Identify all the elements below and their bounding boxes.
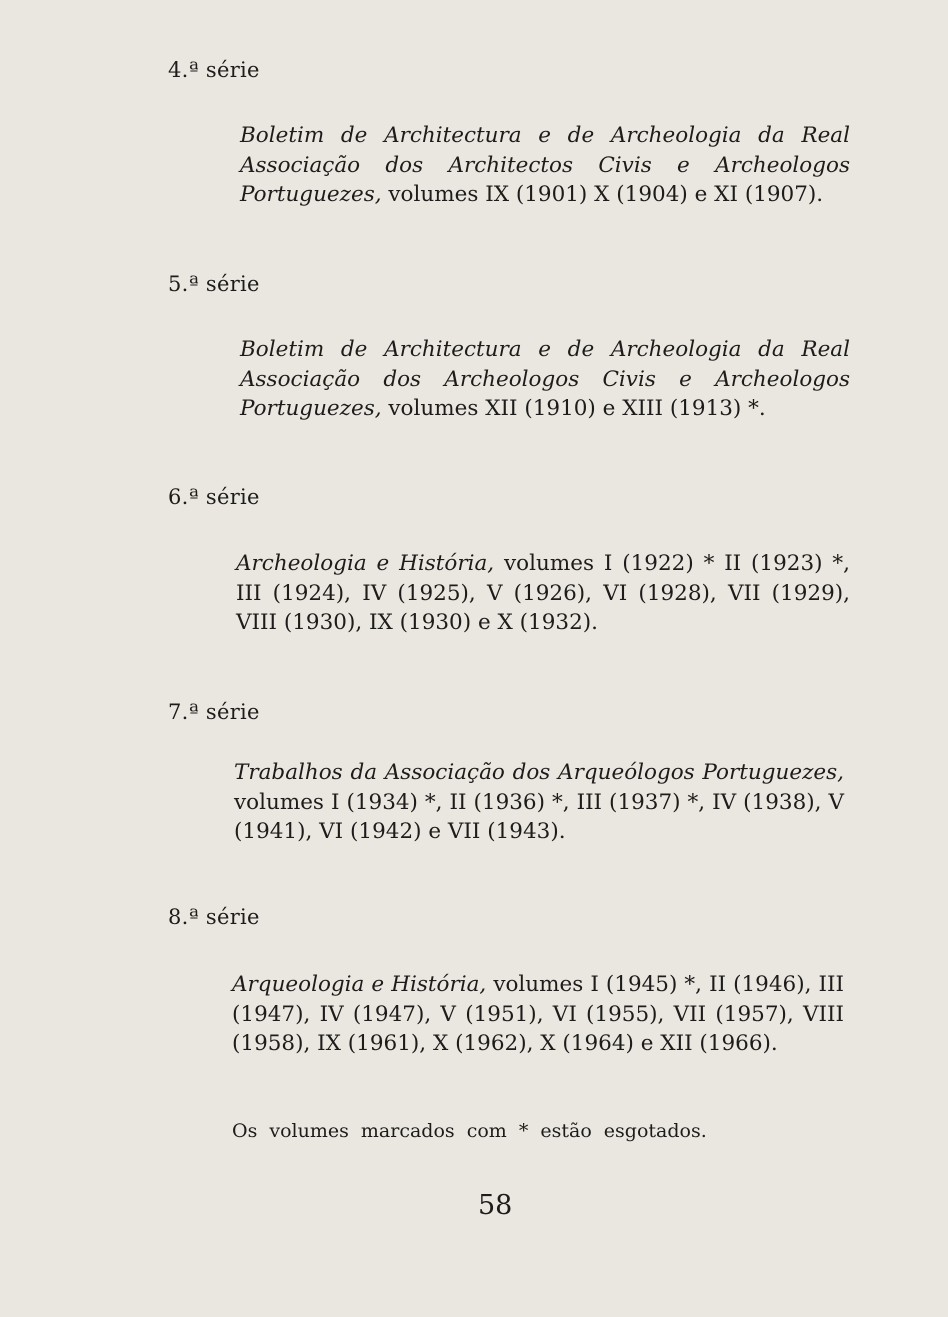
series-heading-5 [168, 272, 260, 296]
series-entry-7 [234, 758, 844, 847]
publication-volumes: volumes I (1922) * II (1923) *, III (1924), IV (1925), V (1926), VI (1928), VII (1929), VIII (1930), IX (1930) e X (1932). [236, 551, 850, 636]
series-heading-text: 5.ª série [168, 272, 260, 296]
publication-title: Archeologia e História, [236, 551, 495, 576]
series-heading-6 [168, 485, 260, 509]
series-heading-text: 7.ª série [168, 700, 260, 724]
series-heading-7 [168, 700, 260, 724]
series-entry-4 [240, 121, 850, 210]
series-heading-text: 4.ª série [168, 58, 260, 82]
publication-volumes: volumes I (1945) *, II (1946), III (1947), IV (1947), V (1951), VI (1955), VII (1957), VIII (1958), IX (1961), X (1962), X (1964) e XII (1966). [232, 972, 844, 1057]
series-entry-5 [240, 335, 850, 424]
publication-title: Trabalhos da Associação dos Arqueólogos Portuguezes, [234, 760, 844, 785]
publication-title: Arqueologia e História, [232, 972, 487, 997]
publication-volumes: volumes I (1934) *, II (1936) *, III (1937) *, IV (1938), V (1941), VI (1942) e VII (1943). [234, 789, 844, 845]
publication-volumes: volumes XII (1910) e XIII (1913) *. [388, 396, 766, 422]
series-entry-8 [232, 970, 844, 1059]
series-entry-6 [236, 549, 850, 638]
series-heading-8 [168, 905, 260, 929]
footnote: Os volumes marcados com * estão esgotados. [232, 1120, 707, 1142]
publication-title: Boletim de Architectura e de Archeologia da Real Associação dos Architectos Civis e Archeologos Portuguezes, [240, 123, 850, 208]
series-heading-4 [168, 58, 260, 82]
page-number: 58 [478, 1190, 513, 1221]
series-heading-text: 6.ª série [168, 485, 260, 509]
publication-volumes: volumes IX (1901) X (1904) e XI (1907). [388, 182, 824, 208]
series-heading-text: 8.ª série [168, 905, 260, 929]
publication-title: Boletim de Architectura e de Archeologia da Real Associação dos Archeologos Civis e Archeologos Portuguezes, [240, 337, 850, 422]
